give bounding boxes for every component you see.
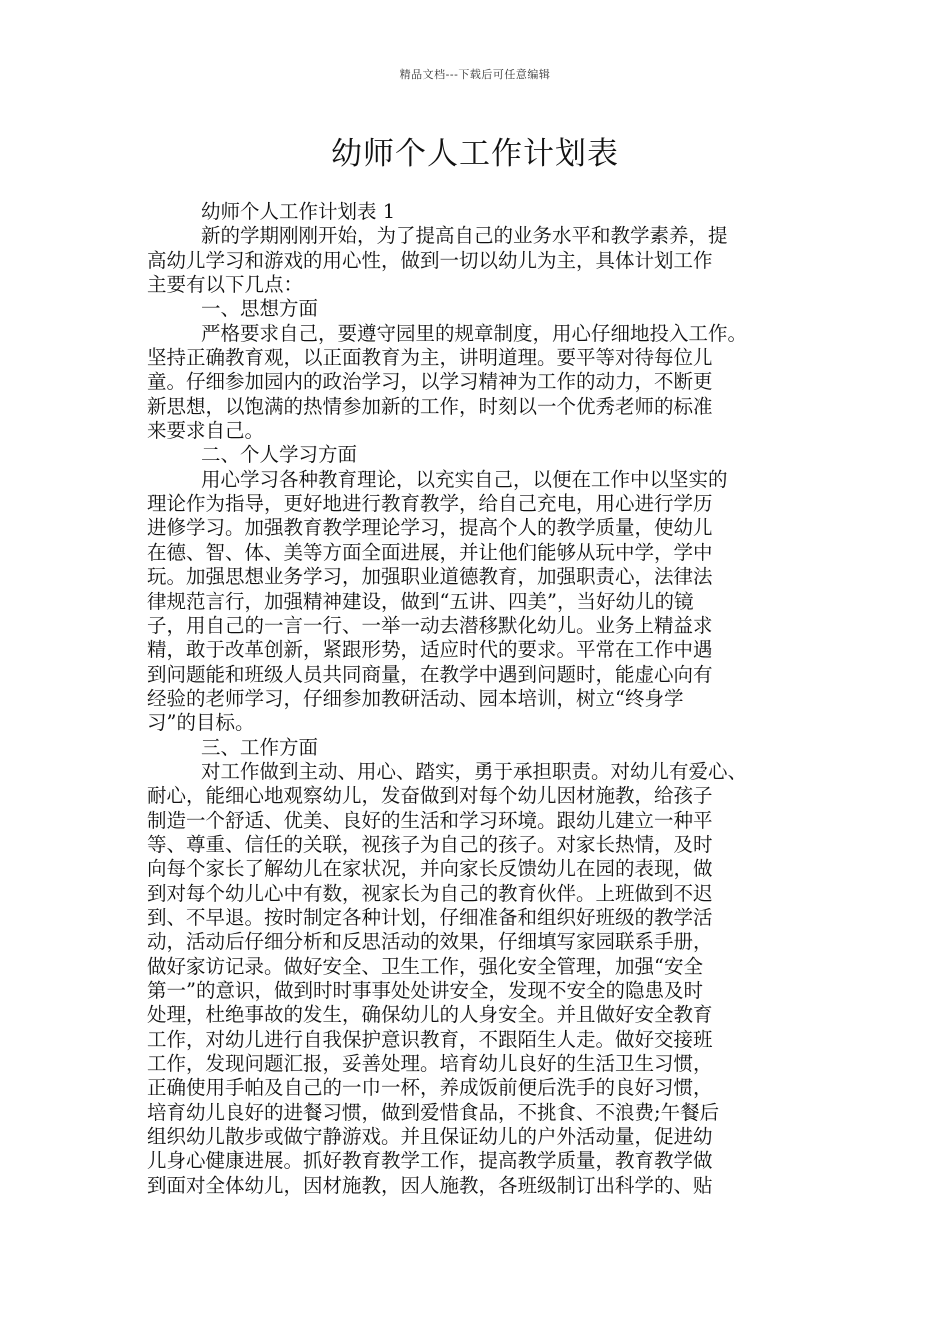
body-line: 幼师个人工作计划表 1 [201,200,396,223]
body-line: 新思想，以饱满的热情参加新的工作，时刻以一个优秀老师的标准 [147,394,713,418]
body-line: 耐心，能细心地观察幼儿，发奋做到对每个幼儿因材施教，给孩子 [147,784,713,808]
body-line: 严格要求自己，要遵守园里的规章制度，用心仔细地投入工作。 [201,321,748,345]
body-line: 童。仔细参加园内的政治学习，以学习精神为工作的动力，不断更 [147,370,713,394]
body-line: 动，活动后仔细分析和反思活动的效果，仔细填写家园联系手册， [147,930,713,954]
body-line: 三、工作方面 [201,735,319,759]
body-line: 律规范言行，加强精神建设，做到“五讲、四美”，当好幼儿的镜 [147,589,694,613]
body-line: 到对每个幼儿心中有数，视家长为自己的教育伙伴。上班做到不迟 [147,881,713,905]
body-line: 习”的目标。 [147,711,255,735]
body-line: 一、思想方面 [201,297,319,321]
body-line: 第一”的意识，做到时时事事处处讲安全，发现不安全的隐患及时 [147,979,703,1002]
body-line: 到问题能和班级人员共同商量，在教学中遇到问题时，能虚心向有 [147,662,713,686]
body-line: 精，敢于改革创新，紧跟形势，适应时代的要求。平常在工作中遇 [147,638,713,662]
body-line: 对工作做到主动、用心、踏实，勇于承担职责。对幼儿有爱心、 [201,759,748,783]
document-title: 幼师个人工作计划表 [331,136,619,172]
body-line: 坚持正确教育观，以正面教育为主，讲明道理。要平等对待每位儿 [147,346,713,370]
body-line: 儿身心健康进展。抓好教育教学工作，提高教学质量，教育教学做 [147,1149,713,1173]
body-line: 向每个家长了解幼儿在家状况，并向家长反馈幼儿在园的表现，做 [147,857,713,881]
body-line: 理论作为指导，更好地进行教育教学，给自己充电，用心进行学历 [147,492,713,516]
body-line: 在德、智、体、美等方面全面进展，并让他们能够从玩中学，学中 [147,540,713,564]
document-body [147,200,813,1198]
body-line: 到、不早退。按时制定各种计划，仔细准备和组织好班级的教学活 [147,905,713,929]
body-line: 正确使用手帕及自己的一巾一杯，养成饭前便后洗手的良好习惯， [147,1076,713,1100]
body-line: 组织幼儿散步或做宁静游戏。并且保证幼儿的户外活动量，促进幼 [147,1125,713,1149]
body-line: 处理，杜绝事故的发生，确保幼儿的人身安全。并且做好安全教育 [147,1003,713,1027]
body-line: 二、个人学习方面 [201,443,358,467]
body-line: 高幼儿学习和游戏的用心性，做到一切以幼儿为主，具体计划工作 [147,248,713,272]
body-line: 培育幼儿良好的进餐习惯，做到爱惜食品，不挑食、不浪费;午餐后 [147,1100,720,1124]
body-line: 做好家访记录。做好安全、卫生工作，强化安全管理，加强“安全 [147,954,703,978]
header-note: 精品文档---下载后可任意编辑 [399,68,551,81]
body-line: 工作，发现问题汇报，妥善处理。培育幼儿良好的生活卫生习惯， [147,1052,713,1076]
body-line: 新的学期刚刚开始，为了提高自己的业务水平和教学素养，提 [201,224,728,248]
body-line: 进修学习。加强教育教学理论学习，提高个人的教学质量，使幼儿 [147,516,713,540]
body-line: 经验的老师学习，仔细参加教研活动、园本培训，树立“终身学 [147,686,684,710]
body-line: 用心学习各种教育理论，以充实自己，以便在工作中以坚实的 [201,467,728,491]
body-line: 主要有以下几点： [147,273,304,297]
body-line: 制造一个舒适、优美、良好的生活和学习环境。跟幼儿建立一种平 [147,808,713,832]
body-line: 工作，对幼儿进行自我保护意识教育，不跟陌生人走。做好交接班 [147,1027,713,1051]
body-line: 来要求自己。 [147,419,265,443]
body-line: 到面对全体幼儿，因材施教，因人施教，各班级制订出科学的、贴 [147,1173,713,1197]
body-line: 子，用自己的一言一行、一举一动去潜移默化幼儿。业务上精益求 [147,613,713,637]
body-line: 玩。加强思想业务学习，加强职业道德教育，加强职责心，法律法 [147,565,713,589]
body-line: 等、尊重、信任的关联，视孩子为自己的孩子。对家长热情，及时 [147,832,713,856]
